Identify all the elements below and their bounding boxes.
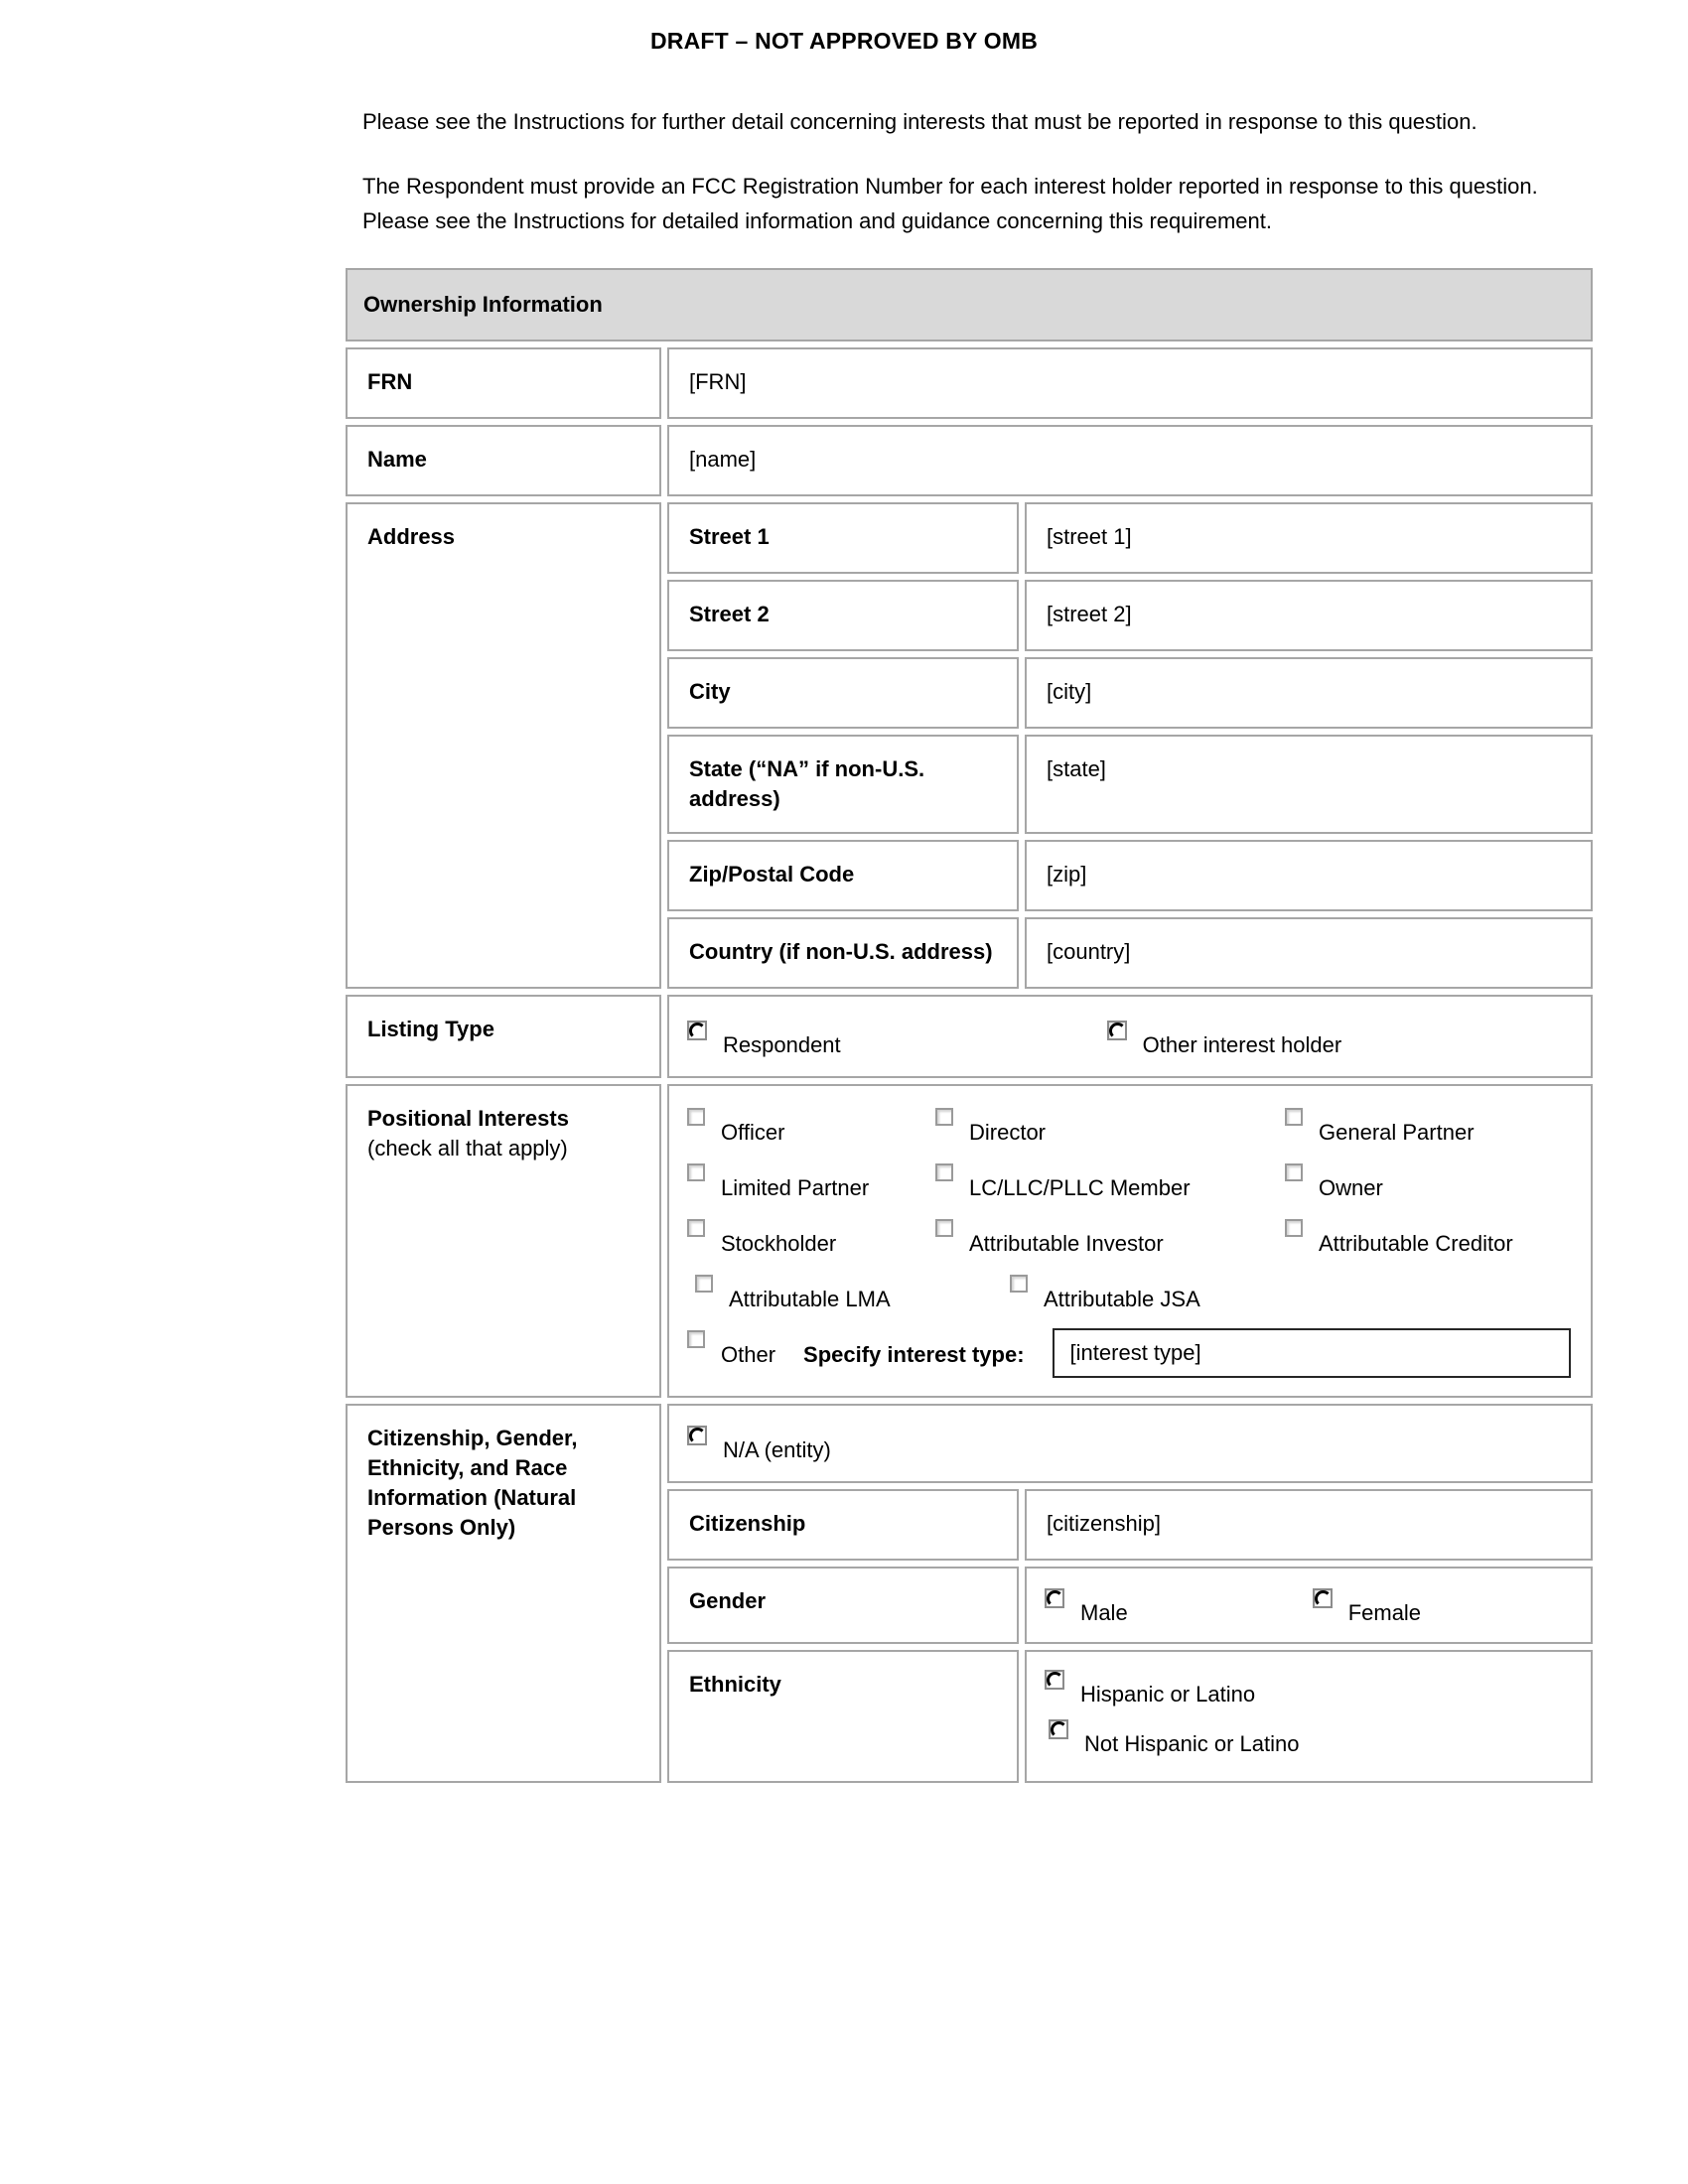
- frn-value[interactable]: [FRN]: [667, 347, 1593, 419]
- checkbox-label: Stockholder: [721, 1231, 837, 1256]
- document-content: [346, 104, 1593, 1783]
- positional-interests-label: [346, 1084, 661, 1398]
- street2-value[interactable]: [street 2]: [1025, 580, 1593, 651]
- na-entity-row: [667, 1404, 1593, 1483]
- listing-option-label: Other interest holder: [1142, 1032, 1342, 1057]
- country-row: [667, 917, 1593, 989]
- checkbox-icon[interactable]: [935, 1108, 953, 1126]
- country-label: Country (if non-U.S. address): [667, 917, 1019, 989]
- citizenship-value[interactable]: [citizenship]: [1025, 1489, 1593, 1561]
- street1-row: [667, 502, 1593, 574]
- checkbox-option-attributable-investor[interactable]: [935, 1217, 1285, 1259]
- checkbox-icon[interactable]: [687, 1219, 705, 1237]
- frn-label: FRN: [346, 347, 661, 419]
- radio-button-icon[interactable]: [1313, 1588, 1333, 1608]
- demographics-subrows: [667, 1404, 1593, 1783]
- listing-option-respondent[interactable]: [687, 1019, 841, 1060]
- ethnicity-row: [667, 1650, 1593, 1783]
- checkbox-icon[interactable]: [935, 1219, 953, 1237]
- street2-row: [667, 580, 1593, 651]
- street1-label: Street 1: [667, 502, 1019, 574]
- checkbox-row-1: [687, 1106, 1571, 1148]
- checkbox-label: Attributable LMA: [729, 1287, 891, 1311]
- radio-button-icon[interactable]: [687, 1426, 707, 1445]
- checkbox-option-other[interactable]: [687, 1328, 775, 1370]
- radio-option-female[interactable]: [1313, 1586, 1421, 1628]
- radio-option-hispanic-or-latino[interactable]: [1045, 1668, 1571, 1709]
- positional-interests-label-sub: (check all that apply): [367, 1136, 568, 1160]
- checkbox-icon[interactable]: [687, 1163, 705, 1181]
- checkbox-row-3: [687, 1217, 1571, 1259]
- ethnicity-option-label: Not Hispanic or Latino: [1084, 1731, 1300, 1756]
- checkbox-label: Director: [969, 1120, 1047, 1145]
- table-title: Ownership Information: [346, 268, 1593, 341]
- checkbox-icon[interactable]: [1285, 1163, 1303, 1181]
- intro-paragraphs: [346, 104, 1593, 238]
- checkbox-icon[interactable]: [687, 1330, 705, 1348]
- state-label: State (“NA” if non-U.S. address): [667, 735, 1019, 834]
- intro-paragraph-1: Please see the Instructions for further detail concerning interests that must be reported in response to this question.: [362, 109, 1477, 134]
- radio-button-icon[interactable]: [1045, 1588, 1064, 1608]
- radio-option-male[interactable]: [1045, 1586, 1128, 1628]
- checkbox-row-4: [687, 1273, 1571, 1314]
- gender-option-label: Male: [1080, 1600, 1128, 1625]
- radio-button-icon[interactable]: [1049, 1719, 1068, 1739]
- gender-label: Gender: [667, 1567, 1019, 1644]
- zip-row: [667, 840, 1593, 911]
- state-row: [667, 735, 1593, 834]
- na-entity-label: N/A (entity): [723, 1437, 831, 1462]
- checkbox-option-limited-partner[interactable]: [687, 1161, 935, 1203]
- ethnicity-option-label: Hispanic or Latino: [1080, 1682, 1256, 1706]
- city-row: [667, 657, 1593, 729]
- checkbox-option-attributable-creditor[interactable]: [1285, 1217, 1571, 1259]
- positional-interests-options: [667, 1084, 1593, 1398]
- checkbox-label: LC/LLC/PLLC Member: [969, 1175, 1191, 1200]
- demographics-row: [346, 1404, 1593, 1783]
- ethnicity-options: [1025, 1650, 1593, 1783]
- demographics-label: Citizenship, Gender, Ethnicity, and Race Information (Natural Persons Only): [346, 1404, 661, 1783]
- checkbox-option-director[interactable]: [935, 1106, 1285, 1148]
- zip-value[interactable]: [zip]: [1025, 840, 1593, 911]
- radio-button-icon[interactable]: [1045, 1670, 1064, 1690]
- name-value[interactable]: [name]: [667, 425, 1593, 496]
- checkbox-option-officer[interactable]: [687, 1106, 935, 1148]
- radio-button-icon[interactable]: [687, 1021, 707, 1040]
- citizenship-label: Citizenship: [667, 1489, 1019, 1561]
- checkbox-option-attributable-jsa[interactable]: [1010, 1273, 1571, 1314]
- name-row: [346, 425, 1593, 496]
- interest-type-input[interactable]: [interest type]: [1053, 1328, 1571, 1378]
- checkbox-label: Attributable JSA: [1044, 1287, 1200, 1311]
- gender-row: [667, 1567, 1593, 1644]
- positional-interests-label-main: Positional Interests: [367, 1106, 569, 1131]
- checkbox-row-2: [687, 1161, 1571, 1203]
- checkbox-row-other: [687, 1328, 1571, 1378]
- citizenship-row: [667, 1489, 1593, 1561]
- checkbox-label: Attributable Investor: [969, 1231, 1164, 1256]
- checkbox-option-general-partner[interactable]: [1285, 1106, 1571, 1148]
- checkbox-option-stockholder[interactable]: [687, 1217, 935, 1259]
- checkbox-icon[interactable]: [935, 1163, 953, 1181]
- checkbox-label: Limited Partner: [721, 1175, 870, 1200]
- address-row: [346, 502, 1593, 989]
- gender-option-label: Female: [1347, 1600, 1422, 1625]
- checkbox-option-owner[interactable]: [1285, 1161, 1571, 1203]
- radio-option-na-entity[interactable]: [687, 1424, 831, 1465]
- zip-label: Zip/Postal Code: [667, 840, 1019, 911]
- ethnicity-label: Ethnicity: [667, 1650, 1019, 1783]
- state-value[interactable]: [state]: [1025, 735, 1593, 834]
- checkbox-option-lc-llc-pllc-member[interactable]: [935, 1161, 1285, 1203]
- frn-row: [346, 347, 1593, 419]
- city-label: City: [667, 657, 1019, 729]
- country-value[interactable]: [country]: [1025, 917, 1593, 989]
- street2-label: Street 2: [667, 580, 1019, 651]
- checkbox-label: General Partner: [1319, 1120, 1475, 1145]
- checkbox-icon[interactable]: [1285, 1219, 1303, 1237]
- draft-notice: DRAFT – NOT APPROVED BY OMB: [649, 28, 1039, 54]
- table-header-row: [346, 268, 1593, 341]
- intro-paragraph-2: The Respondent must provide an FCC Registration Number for each interest holder reported in response to this question. Please see the Instructions for detailed information and guidance concerning this requirement.: [362, 174, 1538, 233]
- address-label: Address: [346, 502, 661, 989]
- checkbox-icon[interactable]: [695, 1275, 713, 1293]
- checkbox-icon[interactable]: [1285, 1108, 1303, 1126]
- street1-value[interactable]: [street 1]: [1025, 502, 1593, 574]
- gender-options: [1025, 1567, 1593, 1644]
- na-entity-cell: [667, 1404, 1593, 1483]
- listing-type-row: [346, 995, 1593, 1078]
- checkbox-icon[interactable]: [1010, 1275, 1028, 1293]
- checkbox-label: Officer: [721, 1120, 785, 1145]
- ownership-information-table: [346, 268, 1593, 1783]
- listing-type-options: [667, 995, 1593, 1078]
- name-label: Name: [346, 425, 661, 496]
- specify-interest-type-label: Specify interest type:: [803, 1342, 1025, 1367]
- checkbox-icon[interactable]: [687, 1108, 705, 1126]
- city-value[interactable]: [city]: [1025, 657, 1593, 729]
- checkbox-option-attributable-lma[interactable]: [695, 1273, 1010, 1314]
- checkbox-label: Owner: [1319, 1175, 1383, 1200]
- positional-interests-row: [346, 1084, 1593, 1398]
- radio-option-not-hispanic-or-latino[interactable]: [1049, 1717, 1571, 1759]
- checkbox-label: Attributable Creditor: [1319, 1231, 1513, 1256]
- listing-option-other-interest-holder[interactable]: [1107, 1019, 1342, 1060]
- radio-button-icon[interactable]: [1107, 1021, 1127, 1040]
- checkbox-label: Other: [721, 1342, 776, 1367]
- address-subrows: [667, 502, 1593, 989]
- listing-option-label: Respondent: [723, 1032, 841, 1057]
- listing-type-label: Listing Type: [346, 995, 661, 1078]
